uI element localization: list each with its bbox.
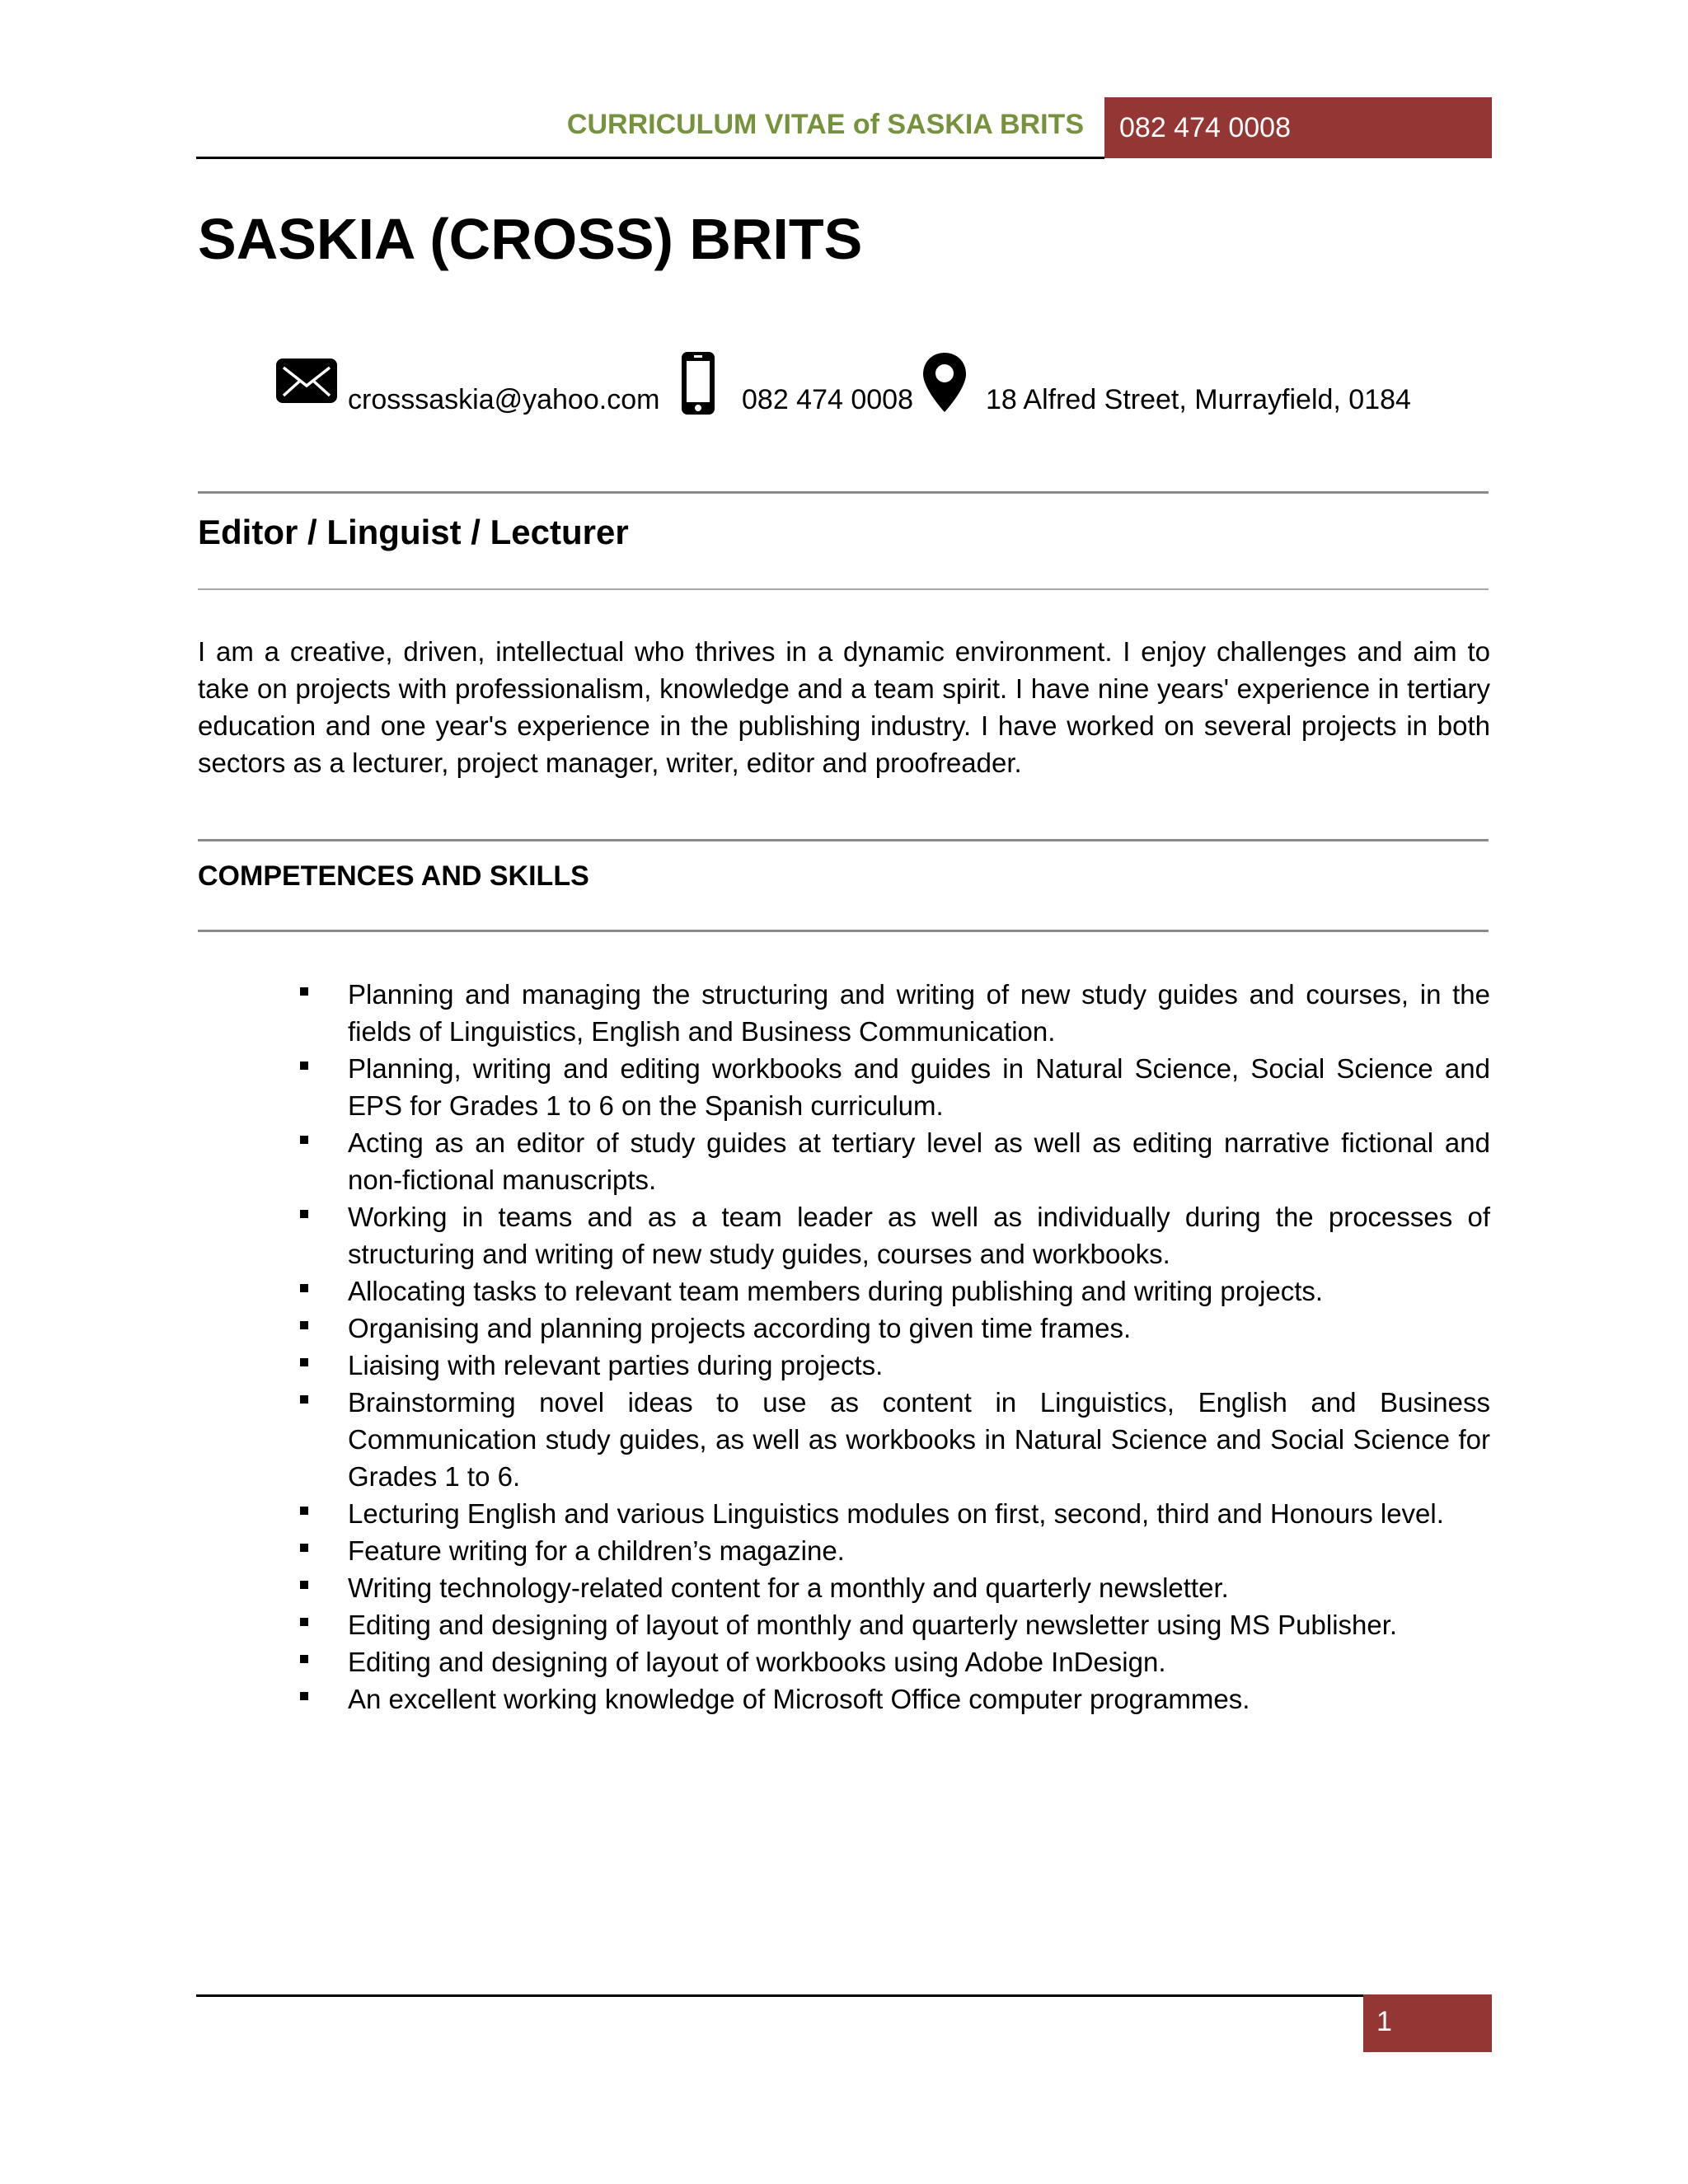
divider-rule [198, 588, 1489, 590]
bullet-square-icon [300, 1618, 308, 1626]
list-item [297, 1532, 1490, 1569]
header-rule [196, 157, 1104, 159]
bullet-square-icon [300, 1395, 308, 1404]
header-phone: 082 474 0008 [1119, 112, 1291, 143]
list-item-text: Planning and managing the structuring and writing of new study guides and courses, in the fields of Linguistics, English and Business Communication. [348, 979, 1490, 1047]
list-item-text: Organising and planning projects according to given time frames. [348, 1313, 1132, 1343]
map-pin-icon [921, 351, 968, 414]
profile-summary: I am a creative, driven, intellectual who thrives in a dynamic environment. I enjoy challenges and aim to take on projects with professionalism, knowledge and a team spirit. I have nine years' experience in tertiary education and one year's experience in the publishing industry. I have worked on several projects in both sectors as a lecturer, project manager, writer, editor and proofreader. [198, 636, 1490, 778]
envelope-icon [275, 358, 338, 404]
bullet-square-icon [300, 1507, 308, 1515]
bullet-square-icon [300, 1544, 308, 1552]
skills-heading: COMPETENCES AND SKILLS [198, 860, 589, 892]
list-item-text: Writing technology-related content for a monthly and quarterly newsletter. [348, 1572, 1229, 1603]
list-item [297, 1680, 1490, 1718]
list-item [297, 1198, 1490, 1272]
list-item-text: Working in teams and as a team leader as well as individually during the processes of structuring and writing of new study guides, courses and workbooks. [348, 1202, 1490, 1269]
contact-phone: 082 474 0008 [742, 384, 913, 415]
list-item-text: Planning, writing and editing workbooks and guides in Natural Science, Social Science and EPS for Grades 1 to 6 on the Spanish curriculum. [348, 1053, 1490, 1121]
header-title: CURRICULUM VITAE of SASKIA BRITS [566, 109, 1084, 140]
bullet-square-icon [300, 1655, 308, 1663]
bullet-square-icon [300, 1692, 308, 1700]
list-item-text: Lecturing English and various Linguistics modules on first, second, third and Honours level. [348, 1498, 1444, 1529]
list-item [297, 1384, 1490, 1495]
bullet-square-icon [300, 1358, 308, 1366]
page-number: 1 [1376, 2006, 1392, 2037]
contact-email[interactable]: crosssaskia@yahoo.com [348, 384, 660, 415]
list-item-text: Editing and designing of layout of workbooks using Adobe InDesign. [348, 1647, 1166, 1677]
list-item [297, 1495, 1490, 1532]
divider-rule [198, 839, 1489, 841]
contact-address: 18 Alfred Street, Murrayfield, 0184 [986, 384, 1411, 415]
list-item [297, 976, 1490, 1050]
list-item [297, 1347, 1490, 1384]
footer-rule [196, 1994, 1365, 1997]
job-title: Editor / Linguist / Lecturer [198, 513, 629, 551]
list-item [297, 1569, 1490, 1606]
list-item-text: Acting as an editor of study guides at tertiary level as well as editing narrative fictional and non-fictional manuscripts. [348, 1127, 1490, 1195]
list-item [297, 1272, 1490, 1310]
list-item-text: Allocating tasks to relevant team members during publishing and writing projects. [348, 1276, 1324, 1306]
bullet-square-icon [300, 1321, 308, 1329]
divider-rule [198, 491, 1489, 494]
bullet-square-icon [300, 1210, 308, 1218]
list-item [297, 1050, 1490, 1124]
list-item-text: Editing and designing of layout of monthly and quarterly newsletter using MS Publisher. [348, 1610, 1398, 1640]
list-item-text: An excellent working knowledge of Microsoft Office computer programmes. [348, 1684, 1250, 1714]
candidate-name: SASKIA (CROSS) BRITS [198, 207, 863, 271]
list-item [297, 1643, 1490, 1680]
bullet-square-icon [300, 1062, 308, 1070]
list-item [297, 1606, 1490, 1643]
list-item [297, 1310, 1490, 1347]
list-item-text: Feature writing for a children’s magazine. [348, 1535, 845, 1566]
mobile-phone-icon [681, 351, 715, 415]
bullet-square-icon [300, 1284, 308, 1292]
skills-list [297, 976, 1490, 1718]
bullet-square-icon [300, 1136, 308, 1144]
divider-rule [198, 930, 1489, 932]
list-item-text: Brainstorming novel ideas to use as content in Linguistics, English and Business Communication study guides, as well as workbooks in Natural Science and Social Science for Grades 1 to 6. [348, 1387, 1490, 1492]
list-item [297, 1124, 1490, 1198]
bullet-square-icon [300, 1581, 308, 1589]
list-item-text: Liaising with relevant parties during projects. [348, 1350, 884, 1380]
bullet-square-icon [300, 987, 308, 996]
